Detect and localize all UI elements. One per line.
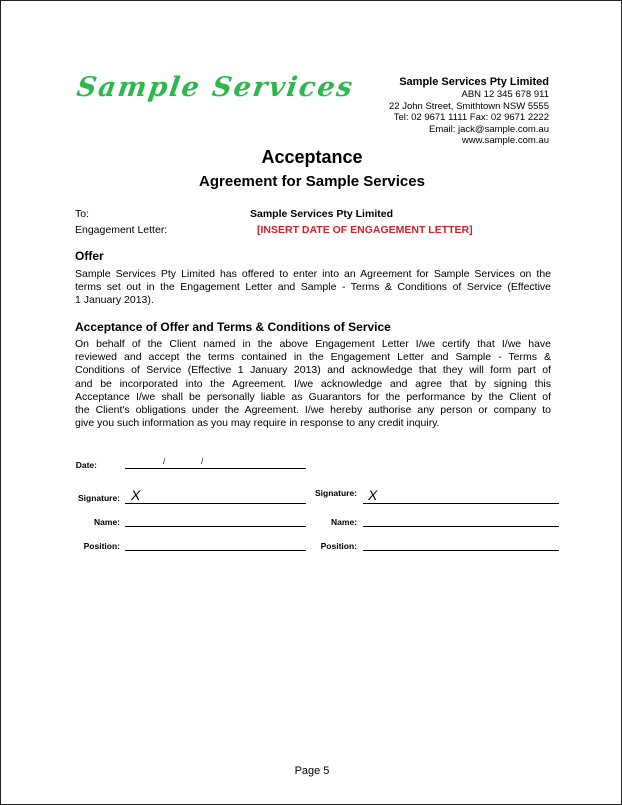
acceptance-heading: Acceptance of Offer and Terms & Conditions of Service [75,320,391,334]
offer-paragraph [75,268,551,308]
acceptance-line: On behalf of the Client named in the above Engagement Letter I/we certify that I/we have [75,338,551,350]
position-field-2[interactable] [363,550,559,551]
to-value: Sample Services Pty Limited [250,208,393,220]
engagement-value: [INSERT DATE OF ENGAGEMENT LETTER] [257,224,473,236]
company-details [389,75,549,147]
signature-mark-1: X [131,487,141,503]
page-number: Page 5 [294,765,330,777]
offer-line: Sample Services Pty Limited has offered to enter into an Agreement for Sample Services on the [75,268,551,280]
date-label: Date: [75,460,97,470]
position-label-1: Position: [83,541,120,551]
offer-line: terms set out in the Engagement Letter and Sample - Terms & Conditions of Service (Effective [75,281,551,294]
acceptance-line: reviewed and accept the terms contained in the Engagement Letter and Sample - Terms & [75,351,551,364]
company-logo: Sample Services [74,72,357,103]
signature-field-2[interactable] [363,503,559,504]
acceptance-paragraph [75,338,551,430]
signature-field-1[interactable] [125,503,306,504]
signature-label-1: Signature: [77,493,120,503]
date-separator: / [163,457,166,466]
company-name: Sample Services Pty Limited [399,76,549,88]
company-address: 22 John Street, Smithtown NSW 5555 [389,100,549,112]
name-label-1: Name: [94,517,120,527]
name-field-2[interactable] [363,526,559,527]
position-label-2: Position: [320,541,357,551]
position-field-1[interactable] [125,550,306,551]
signature-label-2: Signature: [314,488,357,498]
signature-mark-2: X [368,487,378,503]
acceptance-line: Conditions of Service (Effective 1 January 2013) and acknowledge that they will form part of [75,364,551,377]
company-phone-fax: Tel: 02 9671 1111 Fax: 02 9671 2222 [393,112,549,124]
acceptance-line: Acceptance I/we shall be personally liable as Guarantors for the performance by the Client of [75,390,551,403]
date-field[interactable] [125,468,306,469]
company-email: Email: jack@sample.com.au [429,123,549,135]
offer-heading: Offer [75,249,104,263]
company-website: www.sample.com.au [461,135,549,147]
name-label-2: Name: [331,517,357,527]
engagement-label: Engagement Letter: [75,224,168,236]
date-separator: / [201,457,204,466]
acceptance-line: give you such information as you may require in response to any credit inquiry. [75,417,440,430]
to-label: To: [75,208,90,220]
company-abn: ABN 12 345 678 911 [461,89,549,100]
acceptance-line: and be incorporated into the Agreement. I/we acknowledge and agree that by signing this [75,377,551,390]
acceptance-line: the Client's obligations under the Agreement. I/we hereby authorise any person or company to [75,404,551,417]
page-subtitle: Agreement for Sample Services [199,173,425,190]
name-field-1[interactable] [125,526,306,527]
offer-line: 1 January 2013). [75,294,154,307]
page-title: Acceptance [261,147,363,167]
